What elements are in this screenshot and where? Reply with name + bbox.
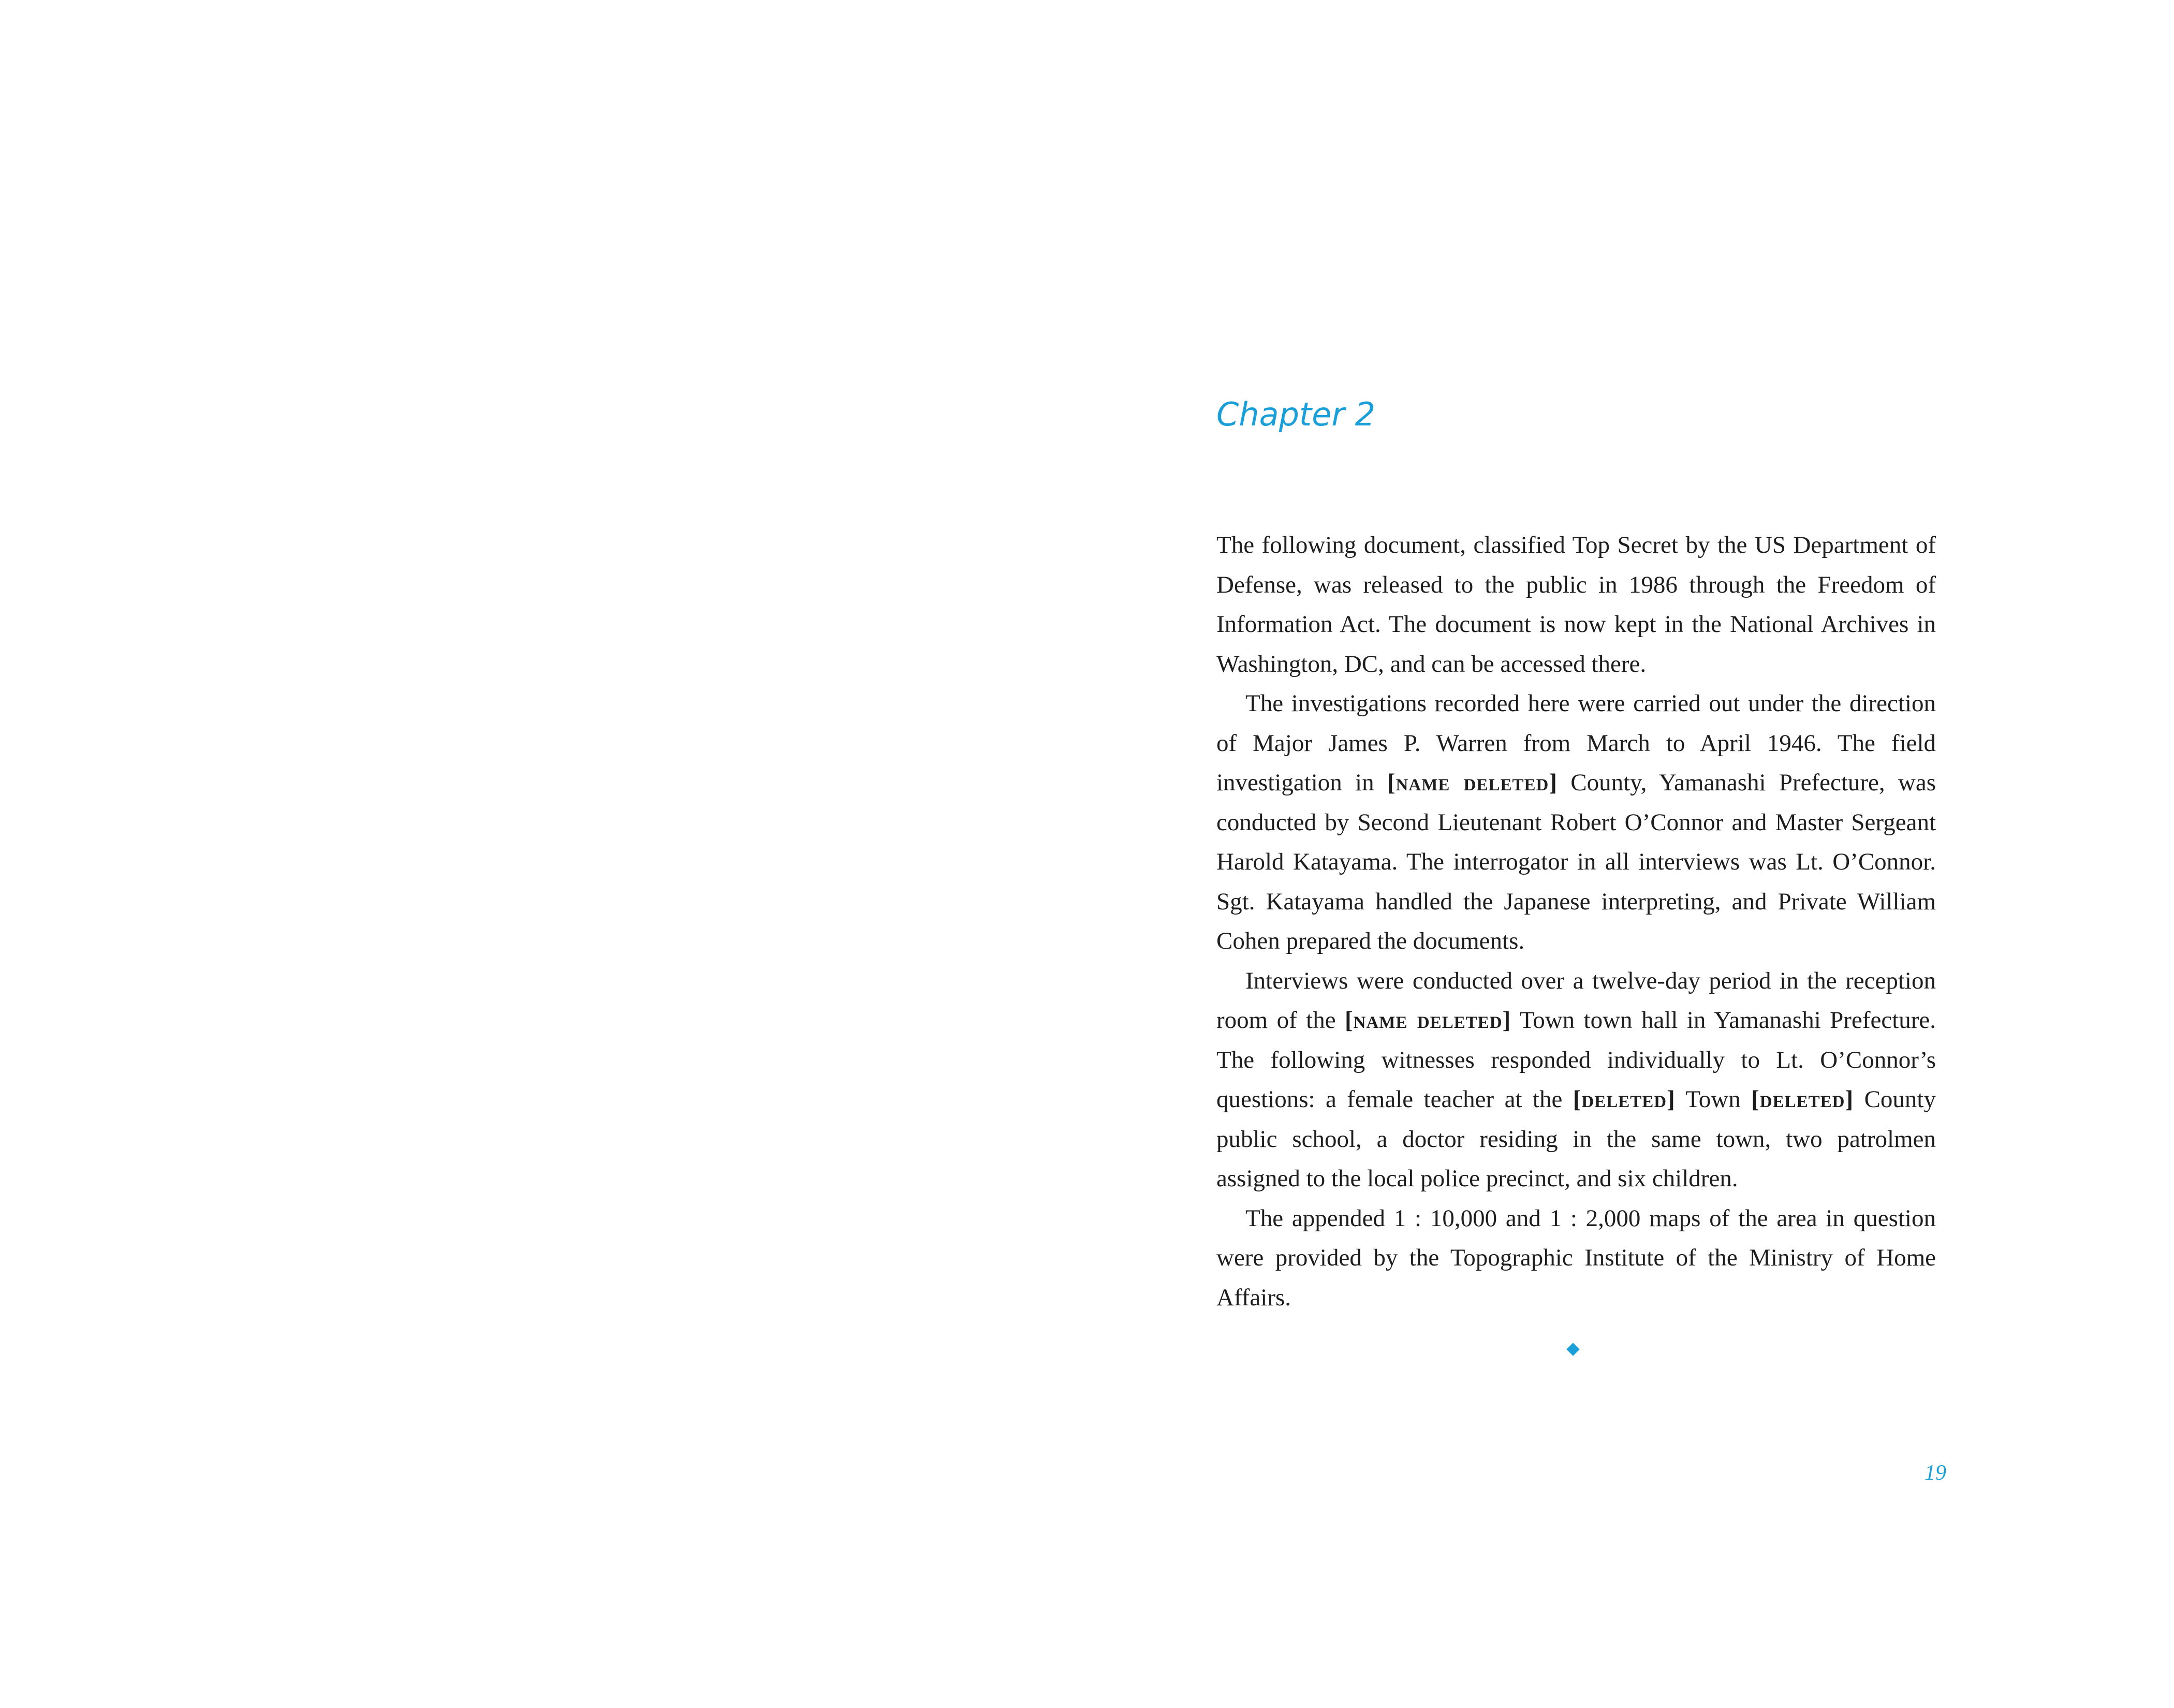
paragraph-text: The investigations recorded here were carried out under the direction of Major James P. Warren from March to April 1946. The field investigation in bbox=[1216, 690, 1936, 796]
paragraph bbox=[1216, 525, 1936, 684]
paragraph-text: County, Yamanashi Prefecture, was conducted by Second Lieutenant Robert O’Connor and Master Sergeant Harold Katayama. The interrogator in all interviews was Lt. O’Connor. Sgt. Katayama handled the Japanese interpreting, and Private William Cohen prepared the documents. bbox=[1216, 769, 1936, 954]
redaction-marker: [name deleted] bbox=[1344, 1007, 1511, 1034]
chapter-body bbox=[1216, 525, 1936, 1317]
paragraph bbox=[1216, 684, 1936, 961]
paragraph-text: Town bbox=[1675, 1086, 1752, 1113]
redaction-marker: [deleted] bbox=[1573, 1086, 1676, 1113]
chapter-title: Chapter 2 bbox=[1216, 395, 1376, 433]
paragraph-text: County public school, a doctor residing in the same town, two patrolmen assigned to the local police precinct, and six children. bbox=[1216, 1086, 1936, 1192]
paragraph bbox=[1216, 961, 1936, 1199]
paragraph-text: The appended 1 : 10,000 and 1 : 2,000 maps of the area in question were provided by the Topographic Institute of the Ministry of Home Affairs. bbox=[1216, 1204, 1936, 1311]
paragraph-text: The following document, classified Top Secret by the US Department of Defense, was released to the public in 1986 through the Freedom of Information Act. The document is now kept in the National Archives in Washington, DC, and can be accessed there. bbox=[1216, 532, 1936, 678]
diamond-ornament-icon bbox=[1566, 1343, 1579, 1356]
paragraph bbox=[1216, 1199, 1936, 1318]
right-page bbox=[1087, 0, 2174, 1708]
redaction-marker: [name deleted] bbox=[1387, 769, 1558, 796]
page-number: 19 bbox=[1925, 1461, 1946, 1485]
paragraph-text: Town town hall in Yamanashi Prefecture. The following witnesses responded individually to Lt. O’Connor’s questions: a female teacher at the bbox=[1216, 1007, 1936, 1113]
redaction-marker: [deleted] bbox=[1751, 1086, 1854, 1113]
paragraph-text: Interviews were conducted over a twelve-day period in the reception room of the bbox=[1216, 967, 1936, 1034]
